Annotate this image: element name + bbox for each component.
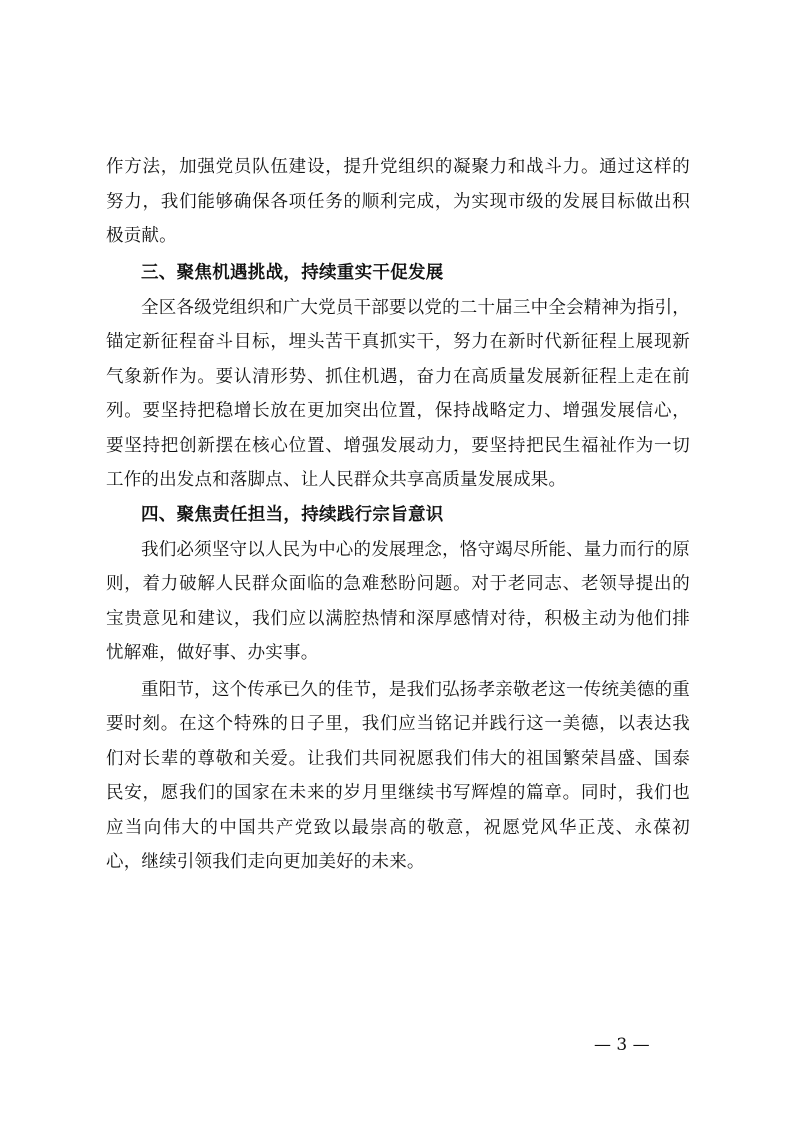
paragraph-chongyang: 重阳节，这个传承已久的佳节，是我们弘扬孝亲敬老这一传统美德的重要时刻。在这个特殊的日子里，我们应当铭记并践行这一美德，以表达我们对长辈的尊敬和关爱。让我们共同祝愿我们伟大的祖国繁荣昌盛、国泰民安，愿我们的国家在未来的岁月里继续书写辉煌的篇章。同时，我们也应当向伟大的中国共产党致以最崇高的敬意，祝愿党风华正茂、永葆初心，继续引领我们走向更加美好的未来。 bbox=[106, 679, 690, 872]
section-heading-4: 四、聚焦责任担当，持续践行宗旨意识 bbox=[141, 504, 444, 525]
document-body bbox=[106, 150, 690, 880]
paragraph-section-4: 我们必须坚守以人民为中心的发展理念，恪守竭尽所能、量力而行的原则，着力破解人民群众面临的急难愁盼问题。对于老同志、老领导提出的宝贵意见和建议，我们应以满腔热情和深厚感情对待，积极主动为他们排忧解难，做好事、办实事。 bbox=[106, 539, 690, 663]
section-heading-3: 三、聚焦机遇挑战，持续重实干促发展 bbox=[141, 262, 444, 283]
paragraph-continued: 作方法，加强党员队伍建设，提升党组织的凝聚力和战斗力。通过这样的努力，我们能够确保各项任务的顺利完成，为实现市级的发展目标做出积极贡献。 bbox=[106, 157, 690, 246]
page-number: — 3 — bbox=[594, 1035, 650, 1055]
paragraph-section-3: 全区各级党组织和广大党员干部要以党的二十届三中全会精神为指引，锚定新征程奋斗目标，埋头苦干真抓实干，努力在新时代新征程上展现新气象新作为。要认清形势、抓住机遇，奋力在高质量发展新征程上走在前列。要坚持把稳增长放在更加突出位置，保持战略定力、增强发展信心，要坚持把创新摆在核心位置、增强发展动力，要坚持把民生福祉作为一切工作的出发点和落脚点、让人民群众共享高质量发展成果。 bbox=[106, 297, 690, 490]
